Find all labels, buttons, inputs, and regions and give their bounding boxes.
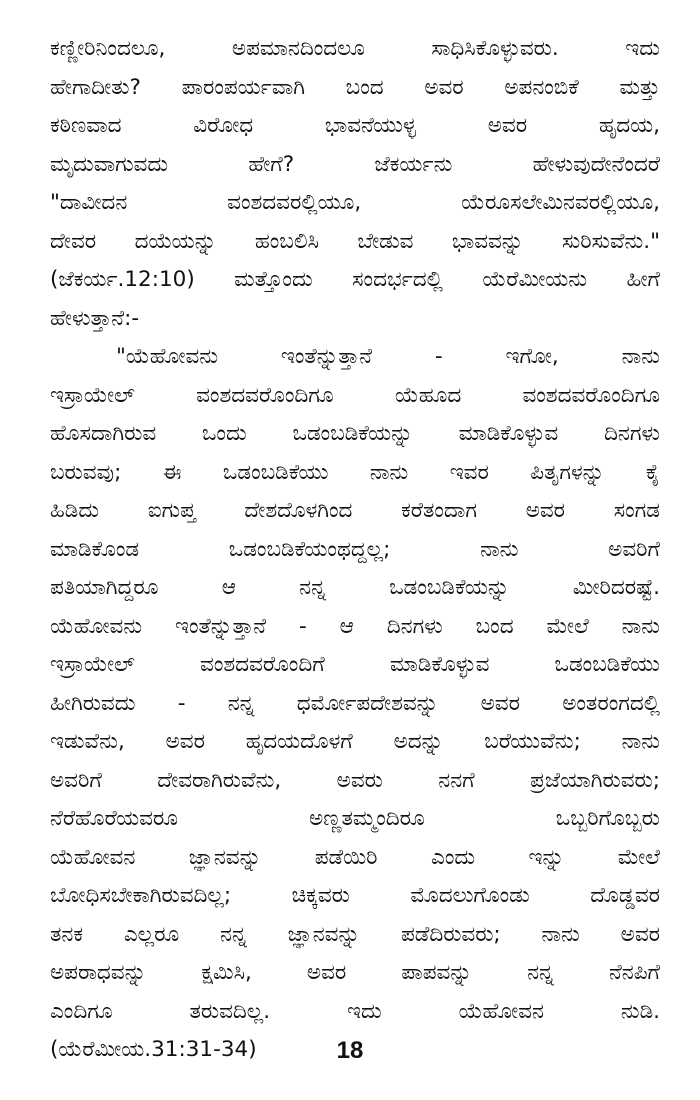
text-line-19: ಇಡುವೆನು, ಅವರ ಹೃದಯದೊಳಗೆ ಅದನ್ನು ಬರೆಯುವೆನು; ನಾನು	[50, 729, 660, 754]
text-line-18: ಹೀಗಿರುವದು - ನನ್ನ ಧರ್ಮೋಪದೇಶವನ್ನು ಅವರ ಅಂತರಂಗದಲ್ಲಿ	[50, 690, 660, 716]
text-line-24: ತನಕ ಎಲ್ಲರೂ ನನ್ನ ಜ್ಞಾನವನ್ನು ಪಡೆದಿರುವರು; ನಾನು ಅವರ	[50, 921, 660, 947]
text-line-6: ದೇವರ ದಯೆಯನ್ನು ಹಂಬಲಿಸಿ ಬೇಡುವ ಭಾವವನ್ನು ಸುರಿಸುವೆನು."	[50, 228, 660, 254]
text-line-7: (ಜೆಕರ್ಯ.12:10) ಮತ್ತೊಂದು ಸಂದರ್ಭದಲ್ಲಿ ಯೆರೆಮೀಯನು ಹೀಗೆ	[50, 267, 660, 292]
text-line-21: ನೆರೆಹೊರೆಯವರೂ ಅಣ್ಣತಮ್ಮಂದಿರೂ ಒಬ್ಬರಿಗೊಬ್ಬರು	[50, 806, 660, 831]
text-line-20: ಅವರಿಗೆ ದೇವರಾಗಿರುವೆನು, ಅವರು ನನಗೆ ಪ್ರಜೆಯಾಗಿರುವರು;	[50, 767, 660, 793]
text-line-26: ಎಂದಿಗೂ ತರುವದಿಲ್ಲ. ಇದು ಯೆಹೋವನ ನುಡಿ.	[50, 998, 660, 1024]
text-line-14: ಮಾಡಿಕೊಂಡ ಒಡಂಬಡಿಕೆಯಂಥದ್ದಲ್ಲ; ನಾನು ಅವರಿಗೆ	[50, 536, 660, 562]
text-line-10: ಇಸ್ರಾಯೇಲ್ ವಂಶದವರೊಂದಿಗೂ ಯೆಹೂದ ವಂಶದವರೊಂದಿಗೂ	[50, 382, 660, 408]
text-line-3: ಕಠಿಣವಾದ ವಿರೋಧ ಭಾವನೆಯುಳ್ಳ ಅವರ ಹೃದಯ,	[50, 113, 660, 138]
text-line-9: "ಯೆಹೋವನು ಇಂತೆನ್ನುತ್ತಾನೆ - ಇಗೋ, ನಾನು	[116, 344, 660, 369]
text-line-22: ಯೆಹೋವನ ಜ್ಞಾನವನ್ನು ಪಡೆಯಿರಿ ಎಂದು ಇನ್ನು ಮೇಲೆ	[50, 844, 660, 870]
text-line-2: ಹೇಗಾದೀತು? ಪಾರಂಪರ್ಯವಾಗಿ ಬಂದ ಅವರ ಅಪನಂಬಿಕೆ ಮತ್ತು	[50, 74, 660, 100]
text-line-25: ಅಪರಾಧವನ್ನು ಕ್ಷಮಿಸಿ, ಅವರ ಪಾಪವನ್ನು ನನ್ನ ನೆನಪಿಗೆ	[50, 960, 660, 985]
text-line-23: ಬೋಧಿಸಬೇಕಾಗಿರುವದಿಲ್ಲ; ಚಿಕ್ಕವರು ಮೊದಲುಗೊಂಡು ದೊಡ್ಡವರ	[50, 883, 660, 908]
text-line-12: ಬರುವವು; ಈ ಒಡಂಬಡಿಕೆಯು ನಾನು ಇವರ ಪಿತೃಗಳನ್ನು ಕೈ	[50, 459, 660, 485]
text-line-16: ಯೆಹೋವನು ಇಂತೆನ್ನುತ್ತಾನೆ - ಆ ದಿನಗಳು ಬಂದ ಮೇಲೆ ನಾನು	[50, 613, 660, 639]
text-line-4: ಮೃದುವಾಗುವದು ಹೇಗೆ? ಜೆಕರ್ಯನು ಹೇಳುವುದೇನೆಂದರೆ	[50, 151, 660, 177]
body-text	[50, 30, 660, 1070]
text-line-15: ಪತಿಯಾಗಿದ್ದರೂ ಆ ನನ್ನ ಒಡಂಬಡಿಕೆಯನ್ನು ಮೀರಿದರಷ್ಟೆ.	[50, 575, 660, 600]
text-line-1: ಕಣ್ಣೀರಿನಿಂದಲೂ, ಅಪಮಾನದಿಂದಲೂ ಸಾಧಿಸಿಕೊಳ್ಳುವರು. ಇದು	[50, 36, 660, 61]
text-line-13: ಹಿಡಿದು ಐಗುಪ್ತ ದೇಶದೊಳಗಿಂದ ಕರೆತಂದಾಗ ಅವರ ಸಂಗಡ	[50, 498, 660, 523]
text-line-17: ಇಸ್ರಾಯೇಲ್ ವಂಶದವರೊಂದಿಗೆ ಮಾಡಿಕೊಳ್ಳುವ ಒಡಂಬಡಿಕೆಯು	[50, 652, 660, 677]
text-line-8: ಹೇಳುತ್ತಾನೆ:-	[50, 305, 140, 331]
text-line-11: ಹೊಸದಾಗಿರುವ ಒಂದು ಒಡಂಬಡಿಕೆಯನ್ನು ಮಾಡಿಕೊಳ್ಳುವ ದಿನಗಳು	[50, 421, 660, 446]
text-line-5: "ದಾವೀದನ ವಂಶದವರಲ್ಲಿಯೂ, ಯೆರೂಸಲೇಮಿನವರಲ್ಲಿಯೂ,	[50, 190, 660, 215]
page-number: 18	[336, 1037, 364, 1064]
text-line-27: (ಯೆರೆಮೀಯ.31:31-34)	[50, 1037, 257, 1062]
